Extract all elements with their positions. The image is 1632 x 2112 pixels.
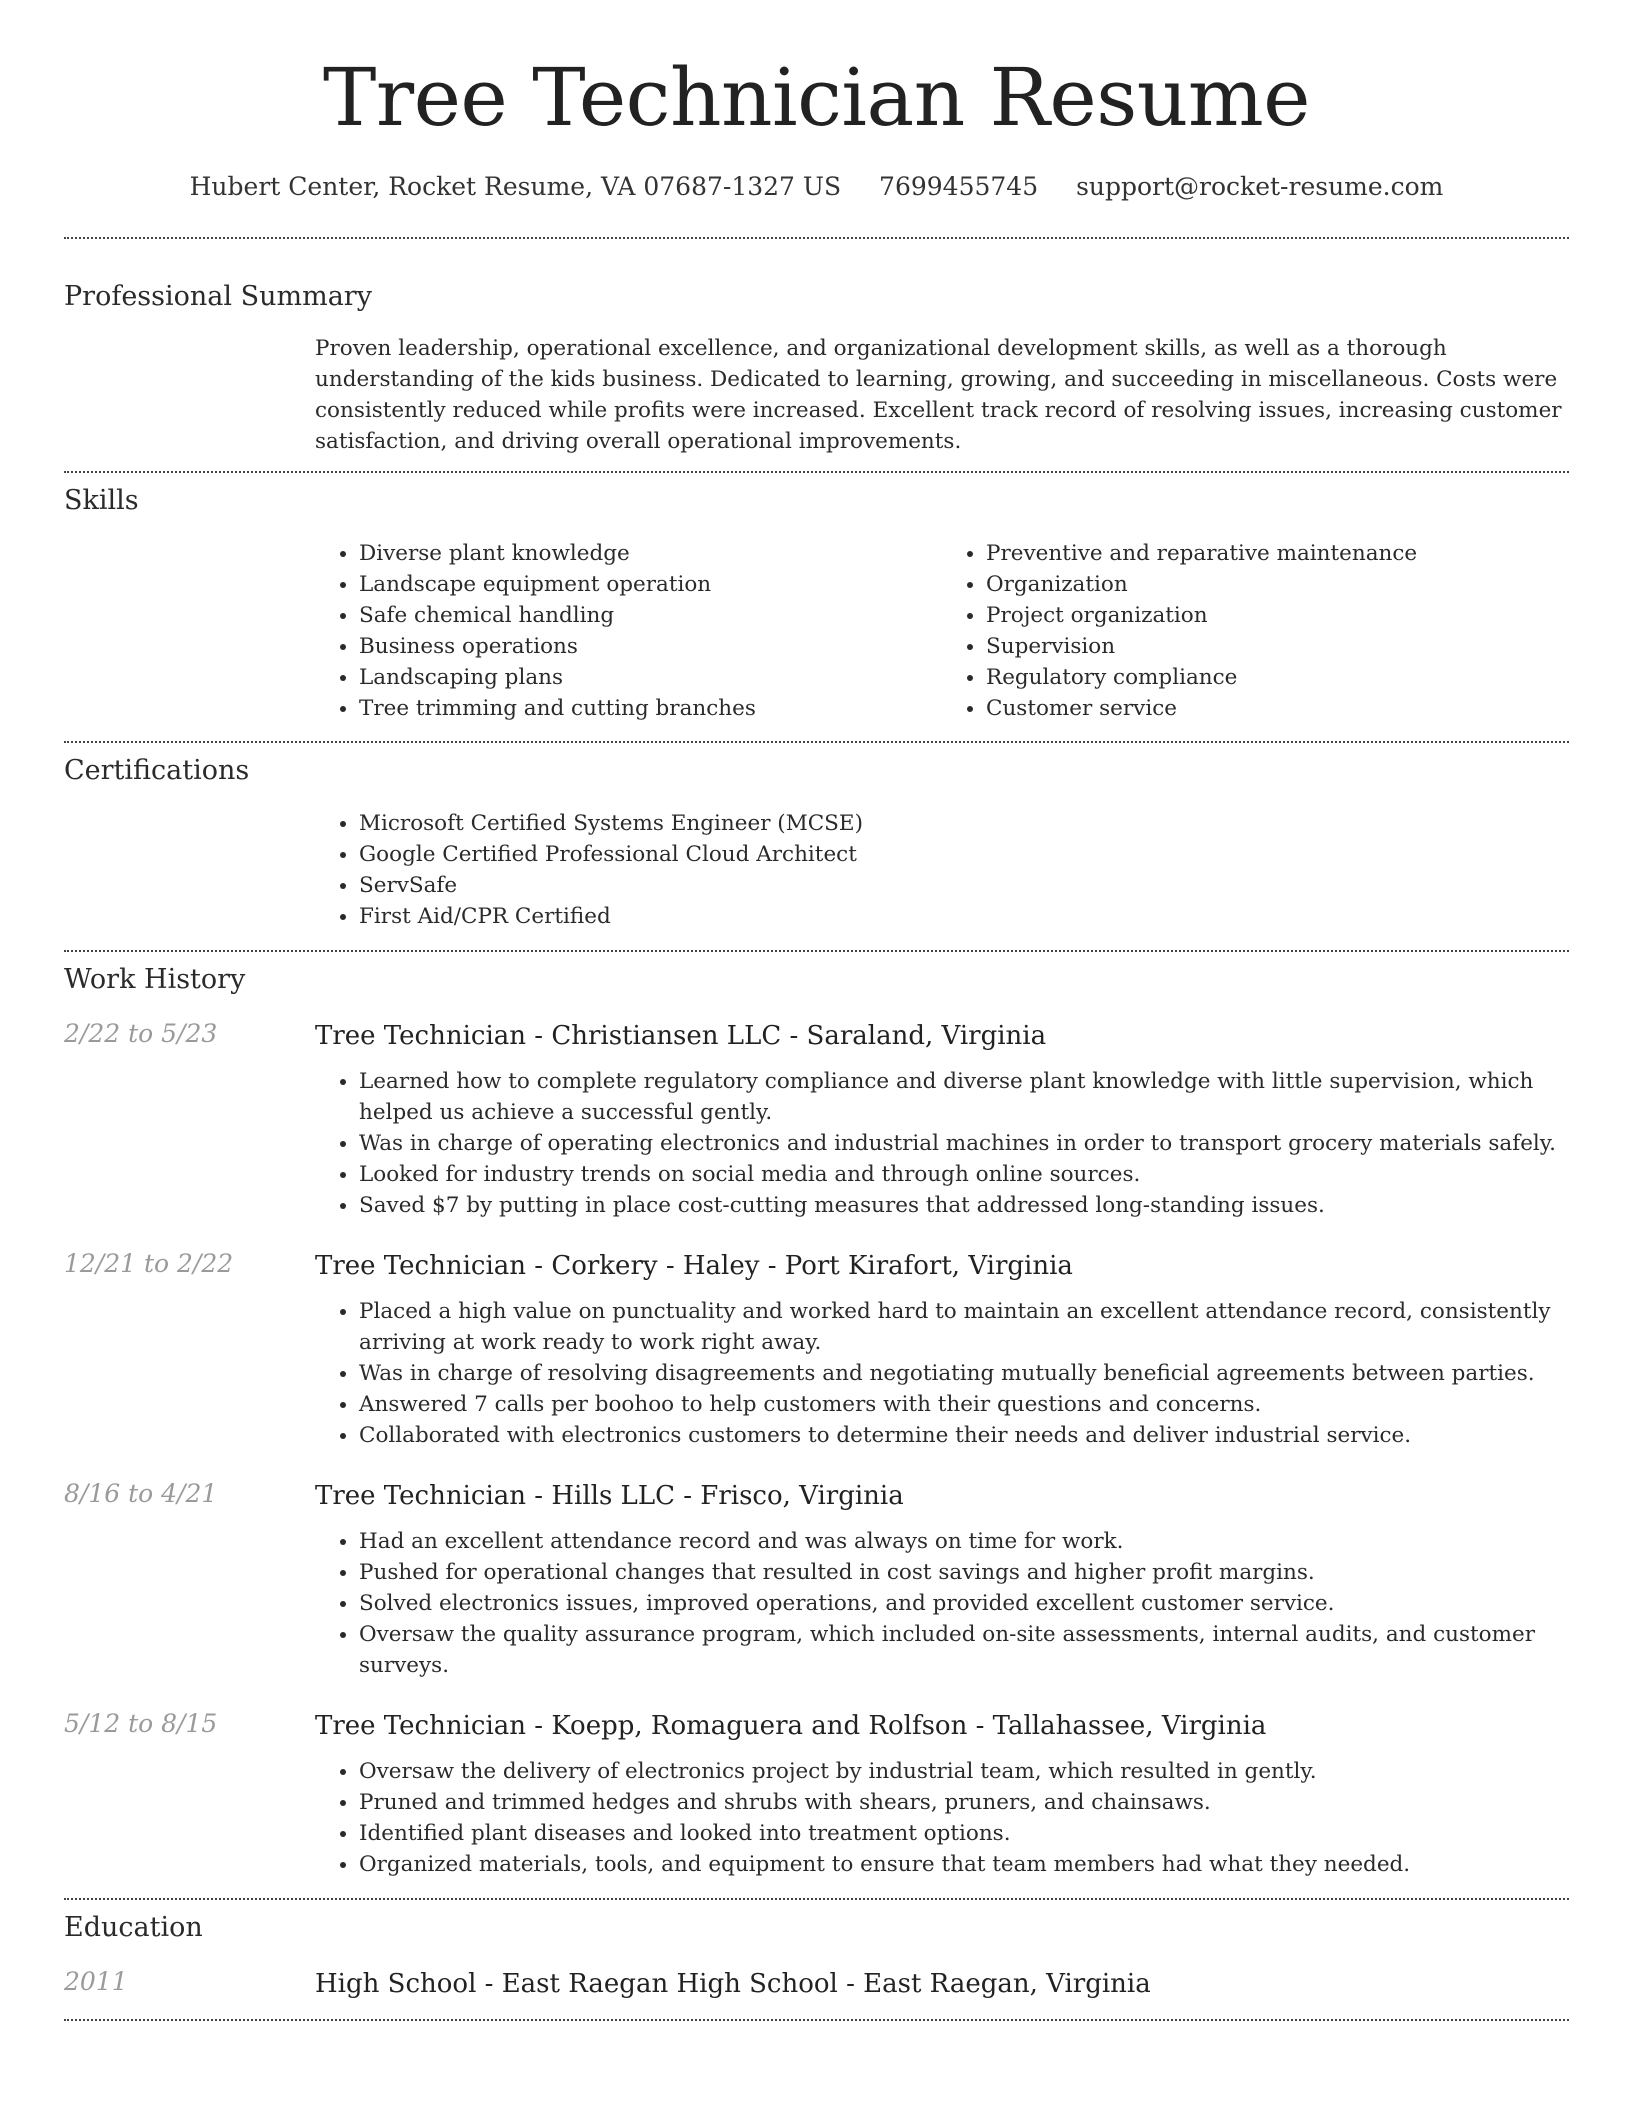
education-title: High School - East Raegan High School - East Raegan, Virginia [315, 1969, 1151, 1999]
skill-item: • Safe chemical handling [359, 600, 942, 631]
job-bullets [315, 1756, 1569, 1880]
job-bullet: • Identified plant diseases and looked into treatment options. [359, 1818, 1569, 1849]
divider [64, 237, 1569, 239]
divider [64, 950, 1569, 952]
job-bullet: • Oversaw the quality assurance program, which included on-site assessments, internal audits, and customer surveys. [359, 1619, 1569, 1681]
job-entry [64, 1019, 1569, 1221]
job-title: Tree Technician - Koepp, Romaguera and Rolfson - Tallahassee, Virginia [315, 1711, 1267, 1741]
work-section [64, 964, 1569, 1880]
job-bullets [315, 1066, 1569, 1221]
certifications-list [315, 808, 1569, 932]
job-date: 2/22 to 5/23 [64, 1019, 218, 1048]
job-date: 5/12 to 8/15 [64, 1709, 218, 1738]
job-bullet: • Pushed for operational changes that resulted in cost savings and higher profit margins. [359, 1557, 1569, 1588]
job-bullet: • Was in charge of resolving disagreements and negotiating mutually beneficial agreements between parties. [359, 1358, 1569, 1389]
job-bullet: • Oversaw the delivery of electronics project by industrial team, which resulted in gently. [359, 1756, 1569, 1787]
certifications-section [64, 755, 1569, 932]
skill-item: • Landscape equipment operation [359, 569, 942, 600]
skill-item: • Tree trimming and cutting branches [359, 693, 942, 724]
skills-left-list [315, 538, 942, 724]
job-entry [64, 1479, 1569, 1681]
job-date: 12/21 to 2/22 [64, 1249, 234, 1278]
education-heading: Education [64, 1912, 203, 1943]
job-bullet: • Placed a high value on punctuality and worked hard to maintain an excellent attendance record, consistently arriving at work ready to work right away. [359, 1296, 1569, 1358]
skill-item: • Regulatory compliance [986, 662, 1569, 693]
job-bullet: • Collaborated with electronics customers to determine their needs and deliver industrial service. [359, 1420, 1569, 1451]
work-heading: Work History [64, 964, 246, 995]
job-bullet: • Was in charge of operating electronics and industrial machines in order to transport grocery materials safely. [359, 1128, 1569, 1159]
divider [64, 1898, 1569, 1900]
job-bullets [315, 1296, 1569, 1451]
skill-item: • Diverse plant knowledge [359, 538, 942, 569]
job-title: Tree Technician - Christiansen LLC - Saraland, Virginia [315, 1021, 1047, 1051]
contact-email: support@rocket-resume.com [1076, 172, 1444, 201]
job-entry [64, 1249, 1569, 1451]
skills-section [64, 485, 1569, 724]
education-section [64, 1912, 1569, 2001]
job-bullet: • Saved $7 by putting in place cost-cutting measures that addressed long-standing issues. [359, 1190, 1569, 1221]
skills-right-list [942, 538, 1569, 724]
job-bullet: • Learned how to complete regulatory compliance and diverse plant knowledge with little supervision, which helped us achieve a successful gently. [359, 1066, 1569, 1128]
skill-item: • Landscaping plans [359, 662, 942, 693]
certification-item: • Microsoft Certified Systems Engineer (MCSE) [359, 808, 1569, 839]
contact-phone: 7699455745 [879, 172, 1039, 201]
resume-title: Tree Technician Resume [322, 51, 1311, 144]
job-bullets [315, 1526, 1569, 1681]
certification-item: • Google Certified Professional Cloud Architect [359, 839, 1569, 870]
job-title: Tree Technician - Hills LLC - Frisco, Virginia [315, 1481, 904, 1511]
divider [64, 741, 1569, 743]
divider [64, 2019, 1569, 2021]
divider [64, 471, 1569, 473]
skill-item: • Preventive and reparative maintenance [986, 538, 1569, 569]
job-bullet: • Had an excellent attendance record and was always on time for work. [359, 1526, 1569, 1557]
skill-item: • Customer service [986, 693, 1569, 724]
skill-item: • Supervision [986, 631, 1569, 662]
contact-address: Hubert Center, Rocket Resume, VA 07687-1327 US [189, 172, 842, 201]
summary-section [64, 281, 1569, 457]
certification-item: • First Aid/CPR Certified [359, 901, 1569, 932]
skills-grid [315, 538, 1569, 724]
education-date: 2011 [64, 1967, 128, 1996]
certifications-content [315, 808, 1569, 932]
education-entry [64, 1967, 1569, 2001]
resume-page [64, 0, 1569, 2021]
job-bullet: • Solved electronics issues, improved operations, and provided excellent customer service. [359, 1588, 1569, 1619]
job-title: Tree Technician - Corkery - Haley - Port Kirafort, Virginia [315, 1251, 1073, 1281]
job-entry [64, 1709, 1569, 1880]
contact-line [64, 172, 1569, 201]
skill-item: • Project organization [986, 600, 1569, 631]
summary-text: Proven leadership, operational excellence, and organizational development skills, as well as a thorough understanding of the kids business. Dedicated to learning, growing, and succeeding in miscellaneous. Costs were consistently reduced while profits were increased. Excellent track record of resolving issues, increasing customer satisfaction, and driving overall operational improvements. [315, 336, 1562, 454]
skill-item: • Organization [986, 569, 1569, 600]
summary-heading: Professional Summary [64, 281, 372, 312]
job-date: 8/16 to 4/21 [64, 1479, 218, 1508]
skill-item: • Business operations [359, 631, 942, 662]
job-bullet: • Pruned and trimmed hedges and shrubs with shears, pruners, and chainsaws. [359, 1787, 1569, 1818]
job-bullet: • Looked for industry trends on social media and through online sources. [359, 1159, 1569, 1190]
job-bullet: • Answered 7 calls per boohoo to help customers with their questions and concerns. [359, 1389, 1569, 1420]
skills-heading: Skills [64, 485, 139, 516]
job-bullet: • Organized materials, tools, and equipment to ensure that team members had what they needed. [359, 1849, 1569, 1880]
certification-item: • ServSafe [359, 870, 1569, 901]
certifications-heading: Certifications [64, 755, 250, 786]
